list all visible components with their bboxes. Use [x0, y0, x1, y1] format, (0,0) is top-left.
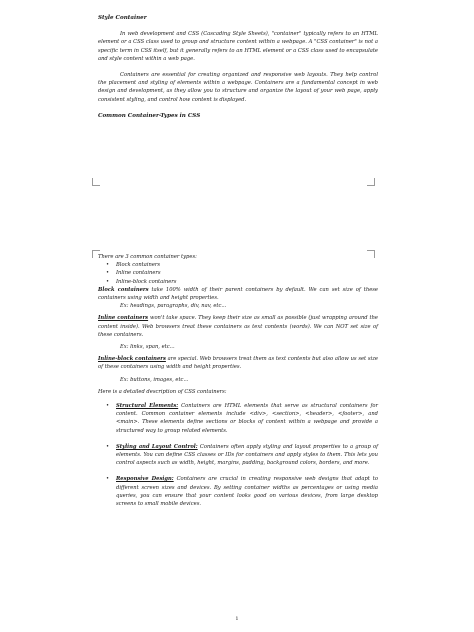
paragraph: Containers are essential for creating organized and responsive web layouts. They help control the placement and styling of elements within a webpage. Containers are a fundamental concept in web design and development, as they allow you to structure and organize the layout of your web page, apply consistent styling, and control how content is displayed.: [98, 72, 378, 103]
example-line: Ex: links, span, etc...: [120, 344, 175, 351]
page-number: 1: [235, 616, 239, 622]
term-text: Containers are crucial in creating responsive web designs that adapt to different screen sizes and devices. By setting container widths as percentages or using media queries, you can ensure that your content looks good on various devices, from large desktop screens to small mobile devices.: [116, 476, 378, 508]
example-line: Ex: buttons, images, etc...: [120, 376, 189, 383]
detail-item: [98, 443, 378, 468]
term-text: Containers often apply styling and layout properties to a group of elements. You can define CSS classes or IDs for containers and apply styles to them. This lets you control aspects such as width, height, margins, padding, background colors, borders, and more.: [116, 443, 378, 467]
term-text: won't take space. They keep their size as small as possible (just wrapping around the content inside). Web browsers treat these containers as text contents (words). We can NOT set size of these containers.: [98, 315, 378, 338]
section-heading: Common Container-Types in CSS: [98, 112, 201, 119]
page-1-content: [98, 14, 378, 120]
margin-corner-mark: [92, 178, 100, 186]
term: Inline containers: [98, 315, 149, 322]
term-text: are special. Web browsers treat them as text contents but also allow us set size of these containers using width and height properties.: [98, 356, 378, 371]
list-item: • Inline containers: [98, 269, 378, 277]
term: Styling and Layout Control:: [116, 443, 198, 450]
margin-corner-mark: [367, 178, 375, 186]
document-title: Style Container: [98, 15, 147, 21]
inline-block-description: [98, 355, 378, 371]
term: Block containers: [98, 286, 149, 293]
page-2-content: [98, 253, 378, 516]
term: Inline-block containers: [98, 356, 166, 363]
detail-intro: Here is a detailed description of CSS containers:: [98, 388, 227, 395]
example-line: Ex: headings, paragraphs, div, nav, etc...: [120, 303, 227, 310]
detail-item: [98, 402, 378, 435]
inline-description: [98, 314, 378, 339]
term: Structural Elements:: [116, 403, 179, 410]
container-types-list: [98, 261, 378, 286]
term-text: take 100% width of their parent containers by default. We can set size of these containers using width and height properties.: [98, 286, 378, 302]
page-gap: [0, 200, 474, 234]
list-item: • Inline-block containers: [98, 278, 378, 286]
types-intro: There are 3 common container types:: [98, 254, 197, 260]
paragraph: In web development and CSS (Cascading Style Sheets), "container" typically refers to an HTML element or a CSS class used to group and structure content within a webpage. A "CSS container" is not a specific term in CSS itself, but it generally refers to an HTML element or a CSS class used to encapsulate and style content within a web page.: [98, 31, 378, 62]
list-item: • Block containers: [98, 261, 378, 269]
block-description: [98, 286, 378, 302]
term: Responsive Design:: [116, 476, 174, 483]
detail-item: [98, 475, 378, 508]
term-text: Containers are HTML elements that serve as structural containers for content. Common container elements include <div>, <section>, <header>, <footer>, and <main>. These elements define sections or blocks of content within a webpage and provide a structured way to group related elements.: [116, 403, 378, 434]
